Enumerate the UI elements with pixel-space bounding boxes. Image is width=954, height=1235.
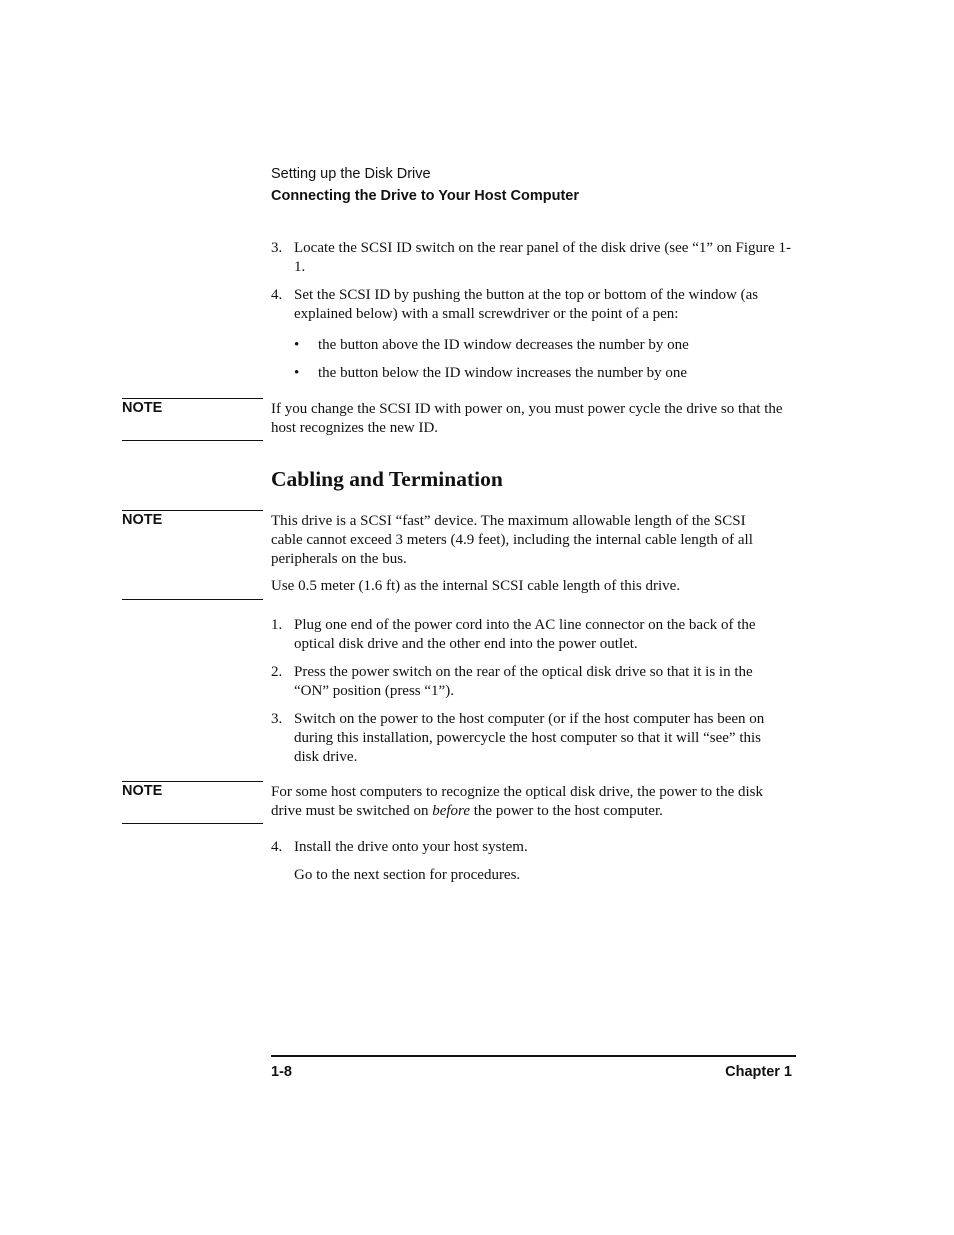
note-bottom-rule [122, 440, 263, 441]
step-text: Plug one end of the power cord into the AC line connector on the back of the optical disk drive and the other end into the power outlet. [294, 617, 756, 652]
footer-rule [271, 1055, 796, 1057]
chapter-label: Chapter 1 [725, 1064, 792, 1080]
note-text: If you change the SCSI ID with power on, you must power cycle the drive so that the host recognizes the new ID. [271, 401, 783, 436]
step-number: 2. [271, 664, 283, 680]
note-text-emphasis: before [432, 803, 470, 819]
page-number: 1-8 [271, 1064, 292, 1080]
step-text: Install the drive onto your host system. [294, 839, 528, 855]
step-number: 3. [271, 240, 283, 256]
bullet-text: the button above the ID window decreases the number by one [318, 337, 689, 353]
step-text: Set the SCSI ID by pushing the button at the top or bottom of the window (as explained below) with a small screwdriver or the point of a pen: [294, 287, 759, 322]
bullet-mark: • [294, 337, 300, 353]
note-text-lead: For some host computers to recognize the optical disk drive, the power to the disk drive must be switched on [271, 784, 763, 819]
step-text: Switch on the power to the host computer (or if the host computer has been on during this installation, powercycle the host computer so that it will “see” this disk drive. [294, 711, 765, 765]
note-top-rule [122, 510, 263, 511]
step-number: 1. [271, 617, 283, 633]
note-bottom-rule [122, 599, 263, 600]
note-top-rule [122, 398, 263, 399]
note-paragraph: Use 0.5 meter (1.6 ft) as the internal SCSI cable length of this drive. [271, 578, 681, 594]
note-bottom-rule [122, 823, 263, 824]
note-text [271, 783, 791, 821]
note-paragraph: This drive is a SCSI “fast” device. The maximum allowable length of the SCSI cable cannot exceed 3 meters (4.9 feet), including the internal cable length of all peripherals on the bus. [271, 513, 753, 567]
step-number: 4. [271, 839, 283, 855]
step-text: Press the power switch on the rear of the optical disk drive so that it is in the “ON” position (press “1”). [294, 664, 753, 699]
step-number: 3. [271, 711, 283, 727]
closing-text: Go to the next section for procedures. [294, 867, 521, 883]
bullet-mark: • [294, 365, 300, 381]
step-number: 4. [271, 287, 283, 303]
note-label: NOTE [122, 783, 163, 799]
note-label: NOTE [122, 400, 163, 416]
note-top-rule [122, 781, 263, 782]
bullet-text: the button below the ID window increases the number by one [318, 365, 688, 381]
note-label: NOTE [122, 512, 163, 528]
step-text: Locate the SCSI ID switch on the rear panel of the disk drive (see “1” on Figure 1-1. [294, 240, 791, 275]
section-heading: Cabling and Termination [271, 467, 503, 491]
note-text-tail: the power to the host computer. [470, 803, 663, 819]
running-header-subsection: Connecting the Drive to Your Host Computer [271, 188, 580, 204]
running-header-section: Setting up the Disk Drive [271, 166, 431, 182]
